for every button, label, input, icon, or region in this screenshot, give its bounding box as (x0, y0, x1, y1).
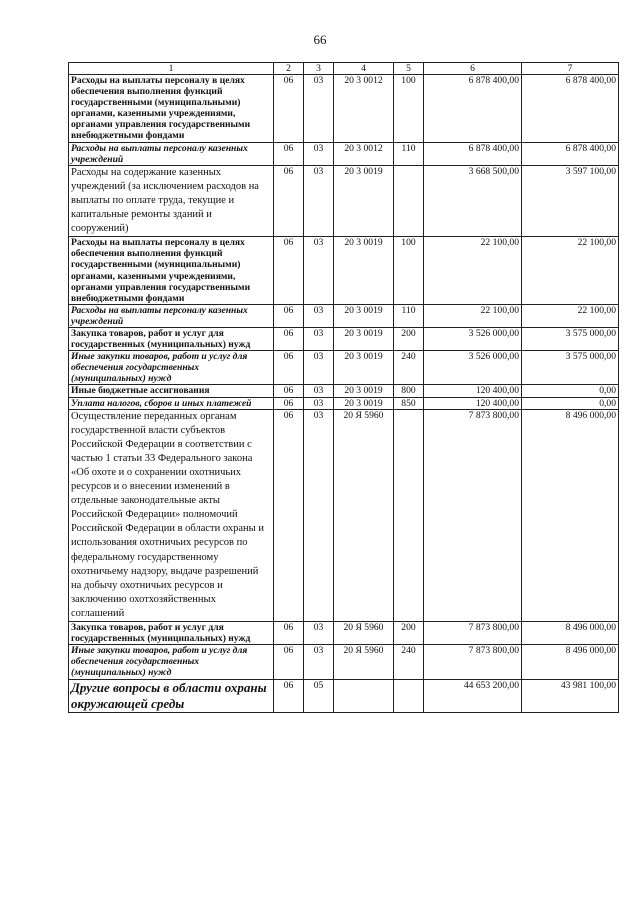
row-target-article: 20 3 0019 (334, 385, 394, 397)
row-target-article: 20 3 0019 (334, 351, 394, 385)
row-amount-year-1: 120 400,00 (424, 397, 522, 409)
row-subsection: 03 (304, 622, 334, 645)
table-row (69, 622, 619, 645)
row-expense-type: 100 (394, 237, 424, 305)
table-row (69, 385, 619, 397)
row-expense-type (394, 679, 424, 712)
row-expense-type: 110 (394, 304, 424, 327)
row-amount-year-2: 6 878 400,00 (522, 75, 619, 143)
row-name: Иные закупки товаров, работ и услуг для обеспечения государственных (муниципальных) нужд (69, 645, 274, 679)
table-row (69, 409, 619, 621)
row-subsection: 03 (304, 645, 334, 679)
row-name: Иные закупки товаров, работ и услуг для обеспечения государственных (муниципальных) нужд (69, 351, 274, 385)
row-section: 06 (274, 304, 304, 327)
row-amount-year-1: 7 873 800,00 (424, 645, 522, 679)
row-name: Осуществление переданных органам государственной власти субъектов Российской Федерации в соответствии с частью 1 статьи 33 Федерального закона «Об охоте и о сохранении охотничьих ресурсов и о внесении изменений в отдельные законодательные акты Российской Федерации» полномочий Российской Федерации в области охраны и использования охотничьих ресурсов по федеральному государственному охотничьему надзору, выдаче разрешений на добычу охотничьих ресурсов и заключению охотхозяйственных соглашений (69, 409, 274, 621)
row-name: Закупка товаров, работ и услуг для государственных (муниципальных) нужд (69, 622, 274, 645)
row-section: 06 (274, 351, 304, 385)
row-section: 06 (274, 622, 304, 645)
row-amount-year-1: 22 100,00 (424, 304, 522, 327)
page-number: 66 (313, 32, 327, 47)
table-row (69, 75, 619, 143)
row-section: 06 (274, 645, 304, 679)
row-amount-year-2: 6 878 400,00 (522, 142, 619, 165)
row-name: Расходы на выплаты персоналу казенных учреждений (69, 304, 274, 327)
budget-table (68, 62, 619, 713)
row-section: 06 (274, 142, 304, 165)
row-section: 06 (274, 327, 304, 350)
row-name: Уплата налогов, сборов и иных платежей (69, 397, 274, 409)
table-row (69, 142, 619, 165)
row-amount-year-1: 7 873 800,00 (424, 622, 522, 645)
row-amount-year-1: 22 100,00 (424, 237, 522, 305)
row-amount-year-1: 6 878 400,00 (424, 75, 522, 143)
row-amount-year-2: 8 496 000,00 (522, 409, 619, 621)
row-target-article: 20 3 0019 (334, 165, 394, 236)
table-row (69, 679, 619, 712)
row-amount-year-2: 3 575 000,00 (522, 351, 619, 385)
table-row (69, 645, 619, 679)
row-name: Иные бюджетные ассигнования (69, 385, 274, 397)
row-name: Другие вопросы в области охраны окружающей среды (69, 679, 274, 712)
row-expense-type: 110 (394, 142, 424, 165)
row-subsection: 05 (304, 679, 334, 712)
row-name: Расходы на выплаты персоналу в целях обеспечения выполнения функций государственными (муниципальными) органами, казенными учреждениями, органами управления государственными внебюджетными фондами (69, 237, 274, 305)
row-target-article: 20 Я 5960 (334, 645, 394, 679)
table-row (69, 397, 619, 409)
row-section: 06 (274, 165, 304, 236)
row-expense-type: 240 (394, 645, 424, 679)
row-amount-year-1: 120 400,00 (424, 385, 522, 397)
row-subsection: 03 (304, 75, 334, 143)
row-target-article: 20 3 0019 (334, 397, 394, 409)
row-expense-type (394, 409, 424, 621)
row-amount-year-1: 3 526 000,00 (424, 327, 522, 350)
row-amount-year-2: 22 100,00 (522, 304, 619, 327)
table-row (69, 237, 619, 305)
row-name: Закупка товаров, работ и услуг для государственных (муниципальных) нужд (69, 327, 274, 350)
row-subsection: 03 (304, 165, 334, 236)
row-section: 06 (274, 409, 304, 621)
row-section: 06 (274, 237, 304, 305)
table-row (69, 165, 619, 236)
row-name: Расходы на содержание казенных учреждений (за исключением расходов на выплаты по оплате труда, текущие и капитальные ремонты зданий и сооружений) (69, 165, 274, 236)
header-col-4: 4 (334, 63, 394, 75)
row-subsection: 03 (304, 351, 334, 385)
row-target-article: 20 Я 5960 (334, 409, 394, 621)
row-section: 06 (274, 385, 304, 397)
row-subsection: 03 (304, 142, 334, 165)
row-amount-year-1: 3 668 500,00 (424, 165, 522, 236)
row-amount-year-1: 6 878 400,00 (424, 142, 522, 165)
row-expense-type (394, 165, 424, 236)
row-section: 06 (274, 679, 304, 712)
header-col-5: 5 (394, 63, 424, 75)
row-expense-type: 850 (394, 397, 424, 409)
row-amount-year-2: 3 575 000,00 (522, 327, 619, 350)
row-subsection: 03 (304, 304, 334, 327)
row-amount-year-2: 22 100,00 (522, 237, 619, 305)
row-subsection: 03 (304, 397, 334, 409)
row-subsection: 03 (304, 327, 334, 350)
table-row (69, 327, 619, 350)
row-amount-year-2: 3 597 100,00 (522, 165, 619, 236)
header-col-6: 6 (424, 63, 522, 75)
row-expense-type: 800 (394, 385, 424, 397)
row-expense-type: 200 (394, 327, 424, 350)
row-amount-year-2: 0,00 (522, 385, 619, 397)
row-target-article: 20 3 0019 (334, 327, 394, 350)
row-expense-type: 200 (394, 622, 424, 645)
row-amount-year-2: 43 981 100,00 (522, 679, 619, 712)
header-col-7: 7 (522, 63, 619, 75)
row-subsection: 03 (304, 409, 334, 621)
row-amount-year-1: 44 653 200,00 (424, 679, 522, 712)
row-amount-year-2: 8 496 000,00 (522, 645, 619, 679)
header-col-1: 1 (69, 63, 274, 75)
row-name: Расходы на выплаты персоналу казенных учреждений (69, 142, 274, 165)
row-target-article: 20 3 0019 (334, 237, 394, 305)
row-amount-year-2: 8 496 000,00 (522, 622, 619, 645)
row-name: Расходы на выплаты персоналу в целях обеспечения выполнения функций государственными (муниципальными) органами, казенными учреждениями, органами управления государственными внебюджетными фондами (69, 75, 274, 143)
header-col-3: 3 (304, 63, 334, 75)
header-col-2: 2 (274, 63, 304, 75)
row-target-article: 20 3 0019 (334, 304, 394, 327)
row-target-article: 20 3 0012 (334, 142, 394, 165)
row-expense-type: 100 (394, 75, 424, 143)
table-row (69, 351, 619, 385)
row-target-article: 20 Я 5960 (334, 622, 394, 645)
row-section: 06 (274, 397, 304, 409)
row-amount-year-2: 0,00 (522, 397, 619, 409)
row-amount-year-1: 7 873 800,00 (424, 409, 522, 621)
table-row (69, 304, 619, 327)
row-target-article (334, 679, 394, 712)
row-section: 06 (274, 75, 304, 143)
table-header-row (69, 63, 619, 75)
row-target-article: 20 3 0012 (334, 75, 394, 143)
row-amount-year-1: 3 526 000,00 (424, 351, 522, 385)
row-expense-type: 240 (394, 351, 424, 385)
row-subsection: 03 (304, 237, 334, 305)
row-subsection: 03 (304, 385, 334, 397)
